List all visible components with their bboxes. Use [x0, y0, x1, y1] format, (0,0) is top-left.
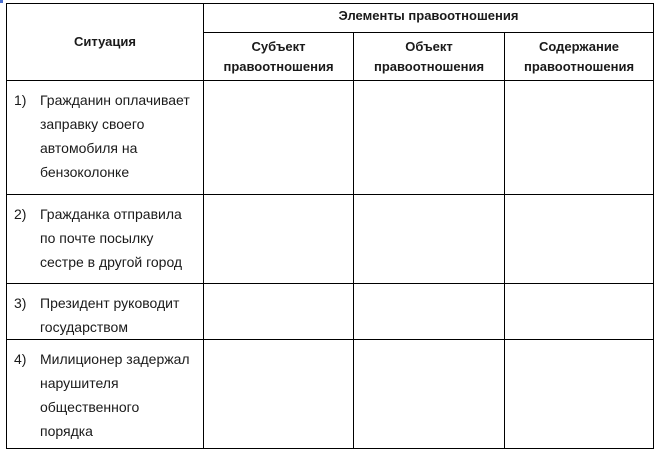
elements-header: Элементы правоотношения [204, 4, 654, 33]
situation-cell [7, 284, 204, 340]
row-number: 2) [14, 206, 27, 222]
situation-line: государством [40, 319, 128, 335]
subject-cell[interactable] [204, 81, 354, 195]
object-cell[interactable] [354, 195, 505, 284]
content-cell[interactable] [505, 340, 654, 449]
situation-line: порядка [40, 423, 93, 439]
legal-relations-table [6, 3, 654, 449]
object-header-line2: правоотношения [373, 58, 485, 74]
situation-line: по почте посылку [40, 230, 154, 246]
table-row [7, 340, 654, 449]
subject-cell[interactable] [204, 195, 354, 284]
content-header-line2: правоотношения [523, 58, 635, 74]
situation-line: заправку своего [40, 116, 145, 132]
situation-text [40, 202, 203, 274]
situation-line: Милиционер задержал [40, 351, 190, 367]
content-cell[interactable] [505, 284, 654, 340]
situation-line: автомобиля на [40, 140, 138, 156]
row-number: 4) [14, 351, 27, 367]
table-row [7, 81, 654, 195]
object-header-line1: Объект [405, 38, 453, 54]
table-row [7, 195, 654, 284]
object-cell[interactable] [354, 284, 505, 340]
object-cell[interactable] [354, 81, 505, 195]
content-column-header [505, 33, 654, 81]
subject-cell[interactable] [204, 284, 354, 340]
row-number: 3) [14, 295, 27, 311]
situation-line: нарушителя [40, 375, 119, 391]
subject-header-line2: правоотношения [223, 58, 334, 74]
subject-column-header [204, 33, 354, 81]
content-cell[interactable] [505, 81, 654, 195]
situation-line: Гражданин оплачивает [40, 92, 190, 108]
situation-cell [7, 195, 204, 284]
situation-header: Ситуация [7, 4, 204, 81]
situation-text [40, 88, 203, 184]
situation-line: бензоколонке [40, 164, 130, 180]
situation-line: Гражданка отправила [40, 206, 182, 222]
row-number: 1) [14, 92, 27, 108]
table-row [7, 284, 654, 340]
situation-cell [7, 340, 204, 449]
content-header-line1: Содержание [538, 38, 620, 54]
situation-text [40, 291, 203, 339]
object-column-header [354, 33, 505, 81]
subject-cell[interactable] [204, 340, 354, 449]
situation-line: Президент руководит [40, 295, 180, 311]
object-cell[interactable] [354, 340, 505, 449]
content-cell[interactable] [505, 195, 654, 284]
corner-marker [0, 0, 3, 3]
situation-text [40, 347, 203, 443]
situation-cell [7, 81, 204, 195]
subject-header-line1: Субъект [251, 38, 306, 54]
situation-line: сестре в другой город [40, 254, 183, 270]
situation-line: общественного [40, 399, 140, 415]
